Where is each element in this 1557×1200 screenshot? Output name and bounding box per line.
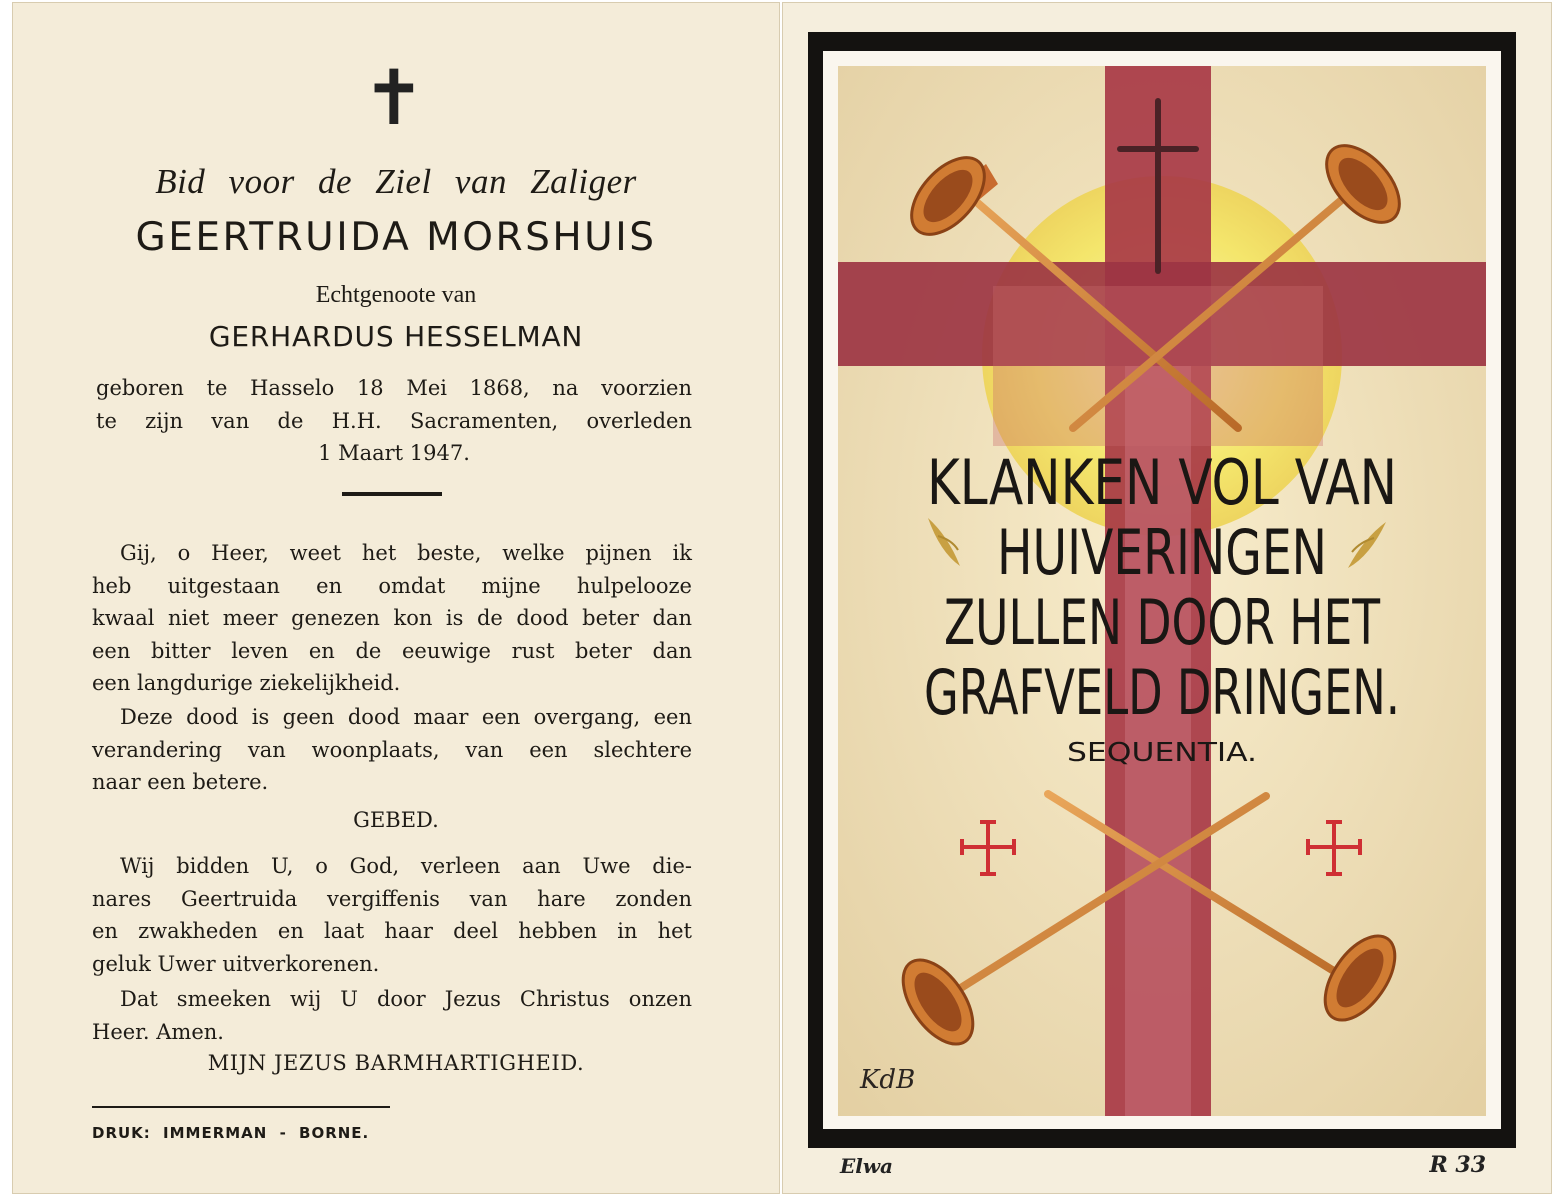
closing-invocation: MIJN JEZUS BARMHARTIGHEID. xyxy=(207,1051,585,1075)
text-line: verandering van woonplaats, van een slechtere xyxy=(92,737,692,762)
paragraph-transition xyxy=(92,701,692,799)
text-line: Deze dood is geen dood maar een overgang, een xyxy=(120,705,692,729)
printer-credit: DRUK: IMMERMAN - BORNE. xyxy=(92,1124,370,1142)
birth-line: te zijn van de H.H. Sacramenten, overleden xyxy=(96,408,692,433)
prayer-card-text-side xyxy=(12,2,780,1194)
text-line: een langdurige ziekelijkheid. xyxy=(92,671,401,695)
illustration xyxy=(838,66,1486,1116)
artist-signature: KdB xyxy=(860,1065,916,1095)
text-line: Heer. Amen. xyxy=(92,1019,224,1044)
divider xyxy=(342,492,442,496)
text-line: een bitter leven en de eeuwige rust beter dan xyxy=(92,638,692,663)
birth-line: geboren te Hasselo 18 Mei 1868, na voorzien xyxy=(96,376,692,400)
text-line: kwaal niet meer genezen kon is de dood beter dan xyxy=(92,606,692,630)
verse-source: SEQUENTIA. xyxy=(1067,738,1257,768)
spouse-label: Echtgenoote van xyxy=(315,282,477,308)
catalogue-number: R 33 xyxy=(1429,1152,1486,1178)
text-line: nares Geertruida vergiffenis van hare zonden xyxy=(92,886,692,911)
text-line: heb uitgestaan en omdat mijne hulpelooze xyxy=(92,573,692,598)
prayer-heading: Bid voor de Ziel van Zaliger xyxy=(155,162,637,201)
paragraph-prayer xyxy=(92,850,692,980)
paragraph-suffering xyxy=(92,537,692,700)
birth-death-text xyxy=(96,372,692,470)
death-date-line: 1 Maart 1947. xyxy=(318,441,470,465)
divider xyxy=(92,1106,390,1108)
text-line: naar een betere. xyxy=(92,770,269,794)
verse-line: ZULLEN DOOR HET xyxy=(944,586,1381,659)
prayer-card-illustrated-side xyxy=(782,2,1552,1194)
prayer-title: GEBED. xyxy=(353,808,439,832)
verse-line: KLANKEN VOL VAN xyxy=(927,446,1397,519)
cross-icon: ✝ xyxy=(362,53,426,142)
deceased-name: GEERTRUIDA MORSHUIS xyxy=(135,215,657,260)
publisher-mark: Elwa xyxy=(840,1154,894,1178)
spouse-name: GERHARDUS HESSELMAN xyxy=(208,320,584,353)
text-line: Dat smeeken wij U door Jezus Christus onzen xyxy=(120,987,692,1011)
text-line: en zwakheden en laat haar deel hebben in het xyxy=(92,919,692,943)
verse-line: HUIVERINGEN xyxy=(997,516,1327,589)
text-line: Wij bidden U, o God, verleen aan Uwe die- xyxy=(120,854,692,878)
verse-line: GRAFVELD DRINGEN. xyxy=(924,656,1400,729)
text-line: geluk Uwer uitverkorenen. xyxy=(92,951,380,976)
paragraph-amen xyxy=(92,983,692,1048)
text-line: Gij, o Heer, weet het beste, welke pijnen ik xyxy=(120,541,692,565)
